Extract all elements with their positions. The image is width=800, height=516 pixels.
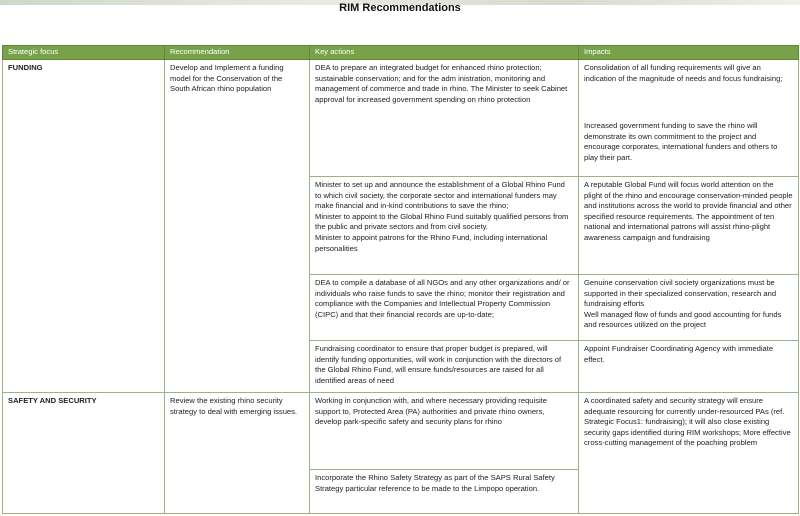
- table-row: [3, 60, 799, 177]
- impact-cell: Appoint Fundraiser Coordinating Agency with immediate effect.: [579, 341, 799, 393]
- strategic-focus-cell: SAFETY AND SECURITY: [3, 393, 165, 514]
- impact-cell: [579, 60, 799, 177]
- strategic-focus-cell: FUNDING: [3, 60, 165, 393]
- impact-cell: A reputable Global Fund will focus world attention on the plight of the rhino and encourage conservation-minded people and institutions across the world to provide financial and other specified resource requirements. The appointment of ten national and international patrons will assist rhino-plight awareness campaign and fundraising: [579, 177, 799, 275]
- key-action-cell: Incorporate the Rhino Safety Strategy as part of the SAPS Rural Safety Strategy particular reference to be made to the Limpopo operation.: [310, 470, 579, 514]
- recommendation-cell: Develop and Implement a funding model for the Conservation of the South African rhino population: [165, 60, 310, 393]
- header-strategic-focus: Strategic focus: [3, 46, 165, 60]
- impact-text: Increased government funding to save the rhino will demonstrate its own commitment to the project and encourage corporates, international funders and others to play their part.: [584, 121, 778, 162]
- header-recommendation: Recommendation: [165, 46, 310, 60]
- table-row: [3, 393, 799, 470]
- impact-cell: Genuine conservation civil society organizations must be supported in their specialized conservation, research and fundraising efforts Well managed flow of funds and good accounting for funds and resources utilized on the project: [579, 275, 799, 341]
- key-action-cell: Working in conjunction with, and where necessary providing requisite support to, Protected Area (PA) authorities and private rhino owners, develop park-specific safety and security plans for rhino: [310, 393, 579, 470]
- rim-recommendations-table: [2, 45, 799, 514]
- recommendation-cell: Review the existing rhino security strategy to deal with emerging issues.: [165, 393, 310, 514]
- impact-cell: A coordinated safety and security strategy will ensure adequate resourcing for currently under-resourced PAs (ref. Strategic Focus1: fundraising); it will also close existing security gaps identified during RIM workshops; More effective cross-cutting management of the poaching problem: [579, 393, 799, 514]
- table-header-row: [3, 46, 799, 60]
- header-impacts: Impacts: [579, 46, 799, 60]
- key-action-cell: DEA to prepare an integrated budget for enhanced rhino protection; sustainable conservation; and for the adm inistration, monitoring and management of commerce and trade in rhino. The Minister to seek Cabinet approval for increased government spending on rhino protection: [310, 60, 579, 177]
- key-action-cell: Fundraising coordinator to ensure that proper budget is prepared, will identify funding opportunities, will work in conjunction with the directors of the Global Rhino Fund, will ensure funds/resources are raised for all identified areas of need: [310, 341, 579, 393]
- key-action-cell: DEA to compile a database of all NGOs and any other organizations and/ or individuals who raise funds to save the rhino; monitor their registration and compliance with the Companies and Intellectual Property Commission (CIPC) and that their financial records are up-to-date;: [310, 275, 579, 341]
- impact-text: Consolidation of all funding requirements will give an indication of the magnitude of needs and focus fundraising;: [584, 63, 783, 83]
- key-action-cell: Minister to set up and announce the establishment of a Global Rhino Fund to which civil society, the corporate sector and international funders may make financial and in-kind contributions to save the rhino; Minister to appoint to the Global Rhino Fund suitably qualified persons from the public and private sectors and from civil society. Minister to appoint patrons for the Rhino Fund, including international personalities: [310, 177, 579, 275]
- header-key-actions: Key actions: [310, 46, 579, 60]
- page-title: RIM Recommendations: [339, 2, 461, 14]
